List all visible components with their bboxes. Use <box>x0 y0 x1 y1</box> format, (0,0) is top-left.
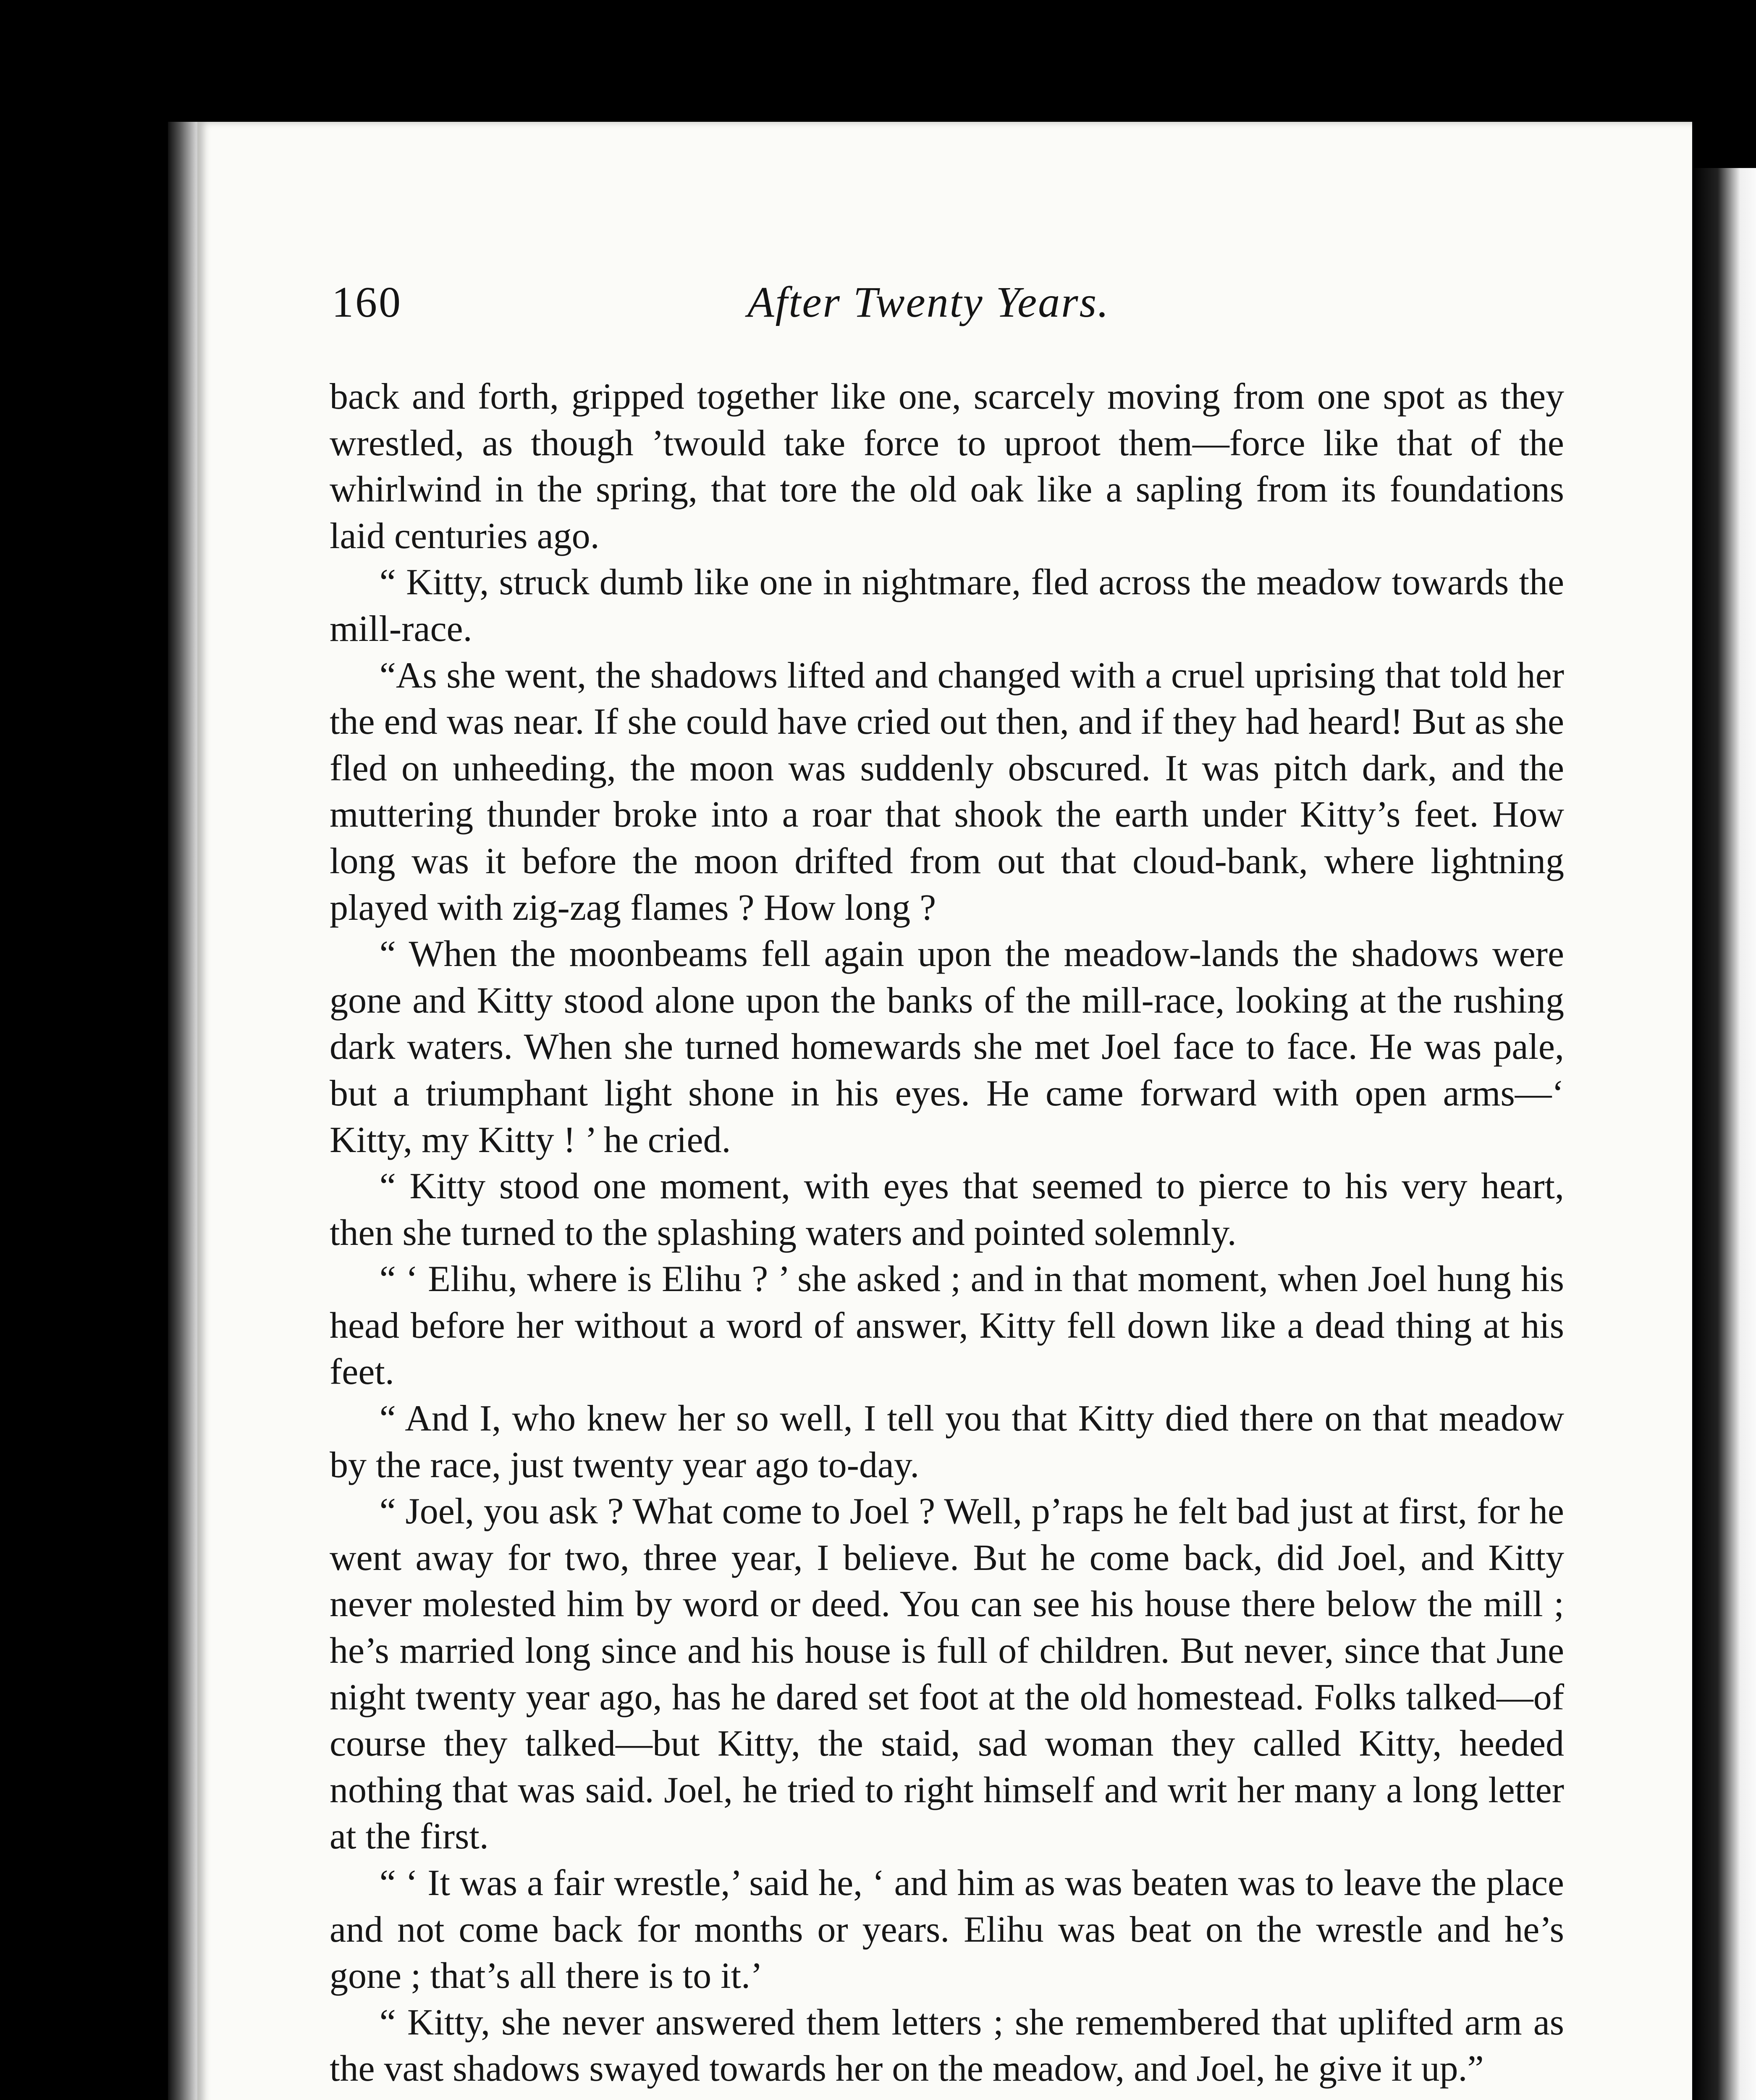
running-title: After Twenty Years. <box>747 278 1110 326</box>
paragraph-10: “ Kitty, she never answered them letters ; she remembered that uplifted arm as the vast shadows swayed towards her on the meadow, and Joel, he give it up.” <box>330 2002 1564 2090</box>
facing-page-edge <box>1692 168 1756 2100</box>
paragraph-5: “ Kitty stood one moment, with eyes that seemed to pierce to his very heart, then she turned to the splashing waters and pointed solemnly. <box>330 1166 1564 1253</box>
paragraph-8: “ Joel, you ask ? What come to Joel ? Well, p’raps he felt bad just at first, for he went away for two, three year, I believe. But he come back, did Joel, and Kitty never molested him by word or deed. You can see his house there below the mill ; he’s married long since and his house is full of children. But never, since that June night twenty year ago, has he dared set foot at the old homestead. Folks talked—of course they talked—but Kitty, the staid, sad woman they called Kitty, heeded nothing that was said. Joel, he tried to right himself and writ her many a long letter at the first. <box>330 1491 1564 1857</box>
paragraph-7: “ And I, who knew her so well, I tell you that Kitty died there on that meadow by the race, just twenty year ago to-day. <box>330 1398 1564 1486</box>
page-number: 160 <box>332 278 402 326</box>
page-header <box>332 277 1566 340</box>
body-text <box>330 374 1564 2100</box>
paragraph-2: “ Kitty, struck dumb like one in nightmare, fled across the meadow towards the mill-race. <box>330 562 1564 649</box>
paragraph-9: “ ‘ It was a fair wrestle,’ said he, ‘ and him as was beaten was to leave the place and not come back for months or years. Elihu was beat on the wrestle and he’s gone ; that’s all there is to it.’ <box>330 1863 1564 1997</box>
paragraph-3: “As she went, the shadows lifted and changed with a cruel uprising that told her the end was near. If she could have cried out then, and if they had heard! But as she fled on unheeding, the moon was suddenly obscured. It was pitch dark, and the muttering thunder broke into a roar that shook the earth under Kitty’s feet. How long was it before the moon drifted from out that cloud-bank, where lightning played with zig-zag flames ? How long ? <box>330 655 1564 928</box>
paragraph-4: “ When the moonbeams fell again upon the meadow-lands the shadows were gone and Kitty stood alone upon the banks of the mill-race, looking at the rushing dark waters. When she turned homewards she met Joel face to face. He was pale, but a triumphant light shone in his eyes. He came forward with open arms—‘ Kitty, my Kitty ! ’ he cried. <box>330 934 1564 1160</box>
paragraph-6: “ ‘ Elihu, where is Elihu ? ’ she asked ; and in that moment, when Joel hung his head before her without a word of answer, Kitty fell down like a dead thing at his feet. <box>330 1259 1564 1393</box>
paragraph-1: back and forth, gripped together like one, scarcely moving from one spot as they wrestled, as though ’twould take force to uproot them—force like that of the whirlwind in the spring, that tore the old oak like a sapling from its foundations laid centuries ago. <box>330 376 1564 556</box>
